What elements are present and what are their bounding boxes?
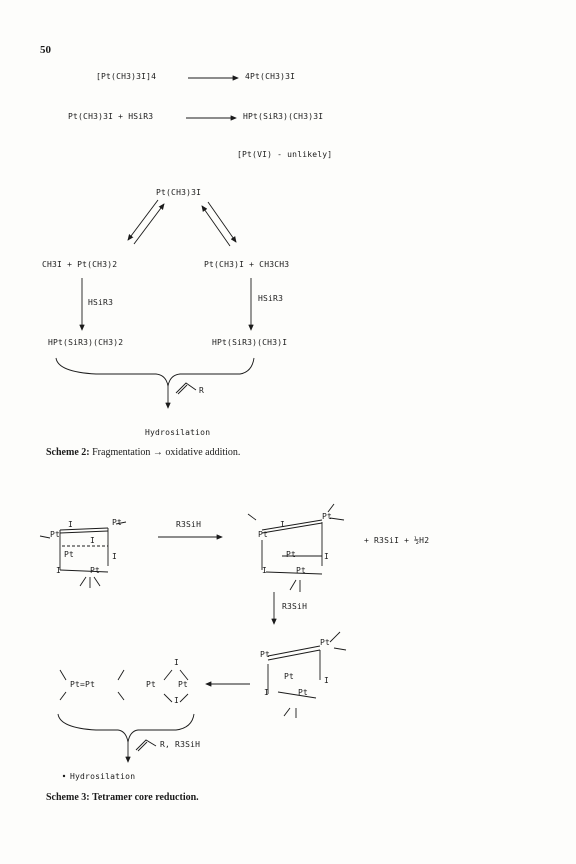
scheme3-caption-text: Tetramer core reduction. xyxy=(92,792,199,803)
atom-label: Pt xyxy=(64,550,75,559)
atom-label: Pt xyxy=(322,512,333,521)
atom-label: Pt xyxy=(286,550,297,559)
scheme2-left-reagent: HSiR3 xyxy=(88,298,114,307)
atom-label: Pt xyxy=(50,530,61,539)
scheme3-reagent-1: R3SiH xyxy=(176,520,202,529)
scheme3-caption xyxy=(46,792,199,803)
atom-label: Pt xyxy=(178,680,189,689)
page-number: 50 xyxy=(40,44,51,56)
atom-label: I xyxy=(324,552,330,561)
atom-label: I xyxy=(174,696,180,705)
scheme2-left-product: HPt(SiR3)(CH3)2 xyxy=(48,338,124,347)
alkene-icon-2 xyxy=(136,740,156,750)
atom-label: I xyxy=(56,566,62,575)
atom-label: Pt xyxy=(90,566,101,575)
equation-1-lhs: [Pt(CH3)3I]4 xyxy=(96,72,157,81)
equilibrium-arrow-left-down xyxy=(128,200,158,240)
atom-label: I xyxy=(112,552,118,561)
atom-label: I xyxy=(324,676,330,685)
scheme2-caption-text: Fragmentation → oxidative addition. xyxy=(92,447,241,458)
atom-label: Pt xyxy=(112,518,123,527)
scheme2-right-pair: Pt(CH3)I + CH3CH3 xyxy=(204,260,290,269)
atom-label: I xyxy=(174,658,180,667)
equation-2-rhs: HPt(SiR3)(CH3)3I xyxy=(243,112,324,121)
equilibrium-arrow-right-up xyxy=(202,206,230,246)
alkene-icon xyxy=(176,383,196,393)
atom-label: Pt xyxy=(284,672,295,681)
scheme2-right-product: HPt(SiR3)(CH3)I xyxy=(212,338,288,347)
atom-label: Pt xyxy=(296,566,307,575)
brace-scheme3 xyxy=(58,714,194,742)
scheme3-caption-label: Scheme 3: xyxy=(46,792,90,803)
equation-2-lhs: Pt(CH3)3I + HSiR3 xyxy=(68,112,154,121)
atom-label: Pt xyxy=(320,638,331,647)
atom-label: I xyxy=(264,688,270,697)
atom-label: I xyxy=(280,520,286,529)
scheme2-caption-label: Scheme 2: xyxy=(46,447,90,458)
atom-label: Pt xyxy=(260,650,271,659)
atom-label: I xyxy=(262,566,268,575)
tetramer-lower-right xyxy=(268,632,346,718)
equilibrium-arrow-left-up xyxy=(134,204,164,244)
atom-label: I xyxy=(68,520,74,529)
scheme3-final-product: Hydrosilation xyxy=(70,772,136,781)
scheme2-final-product: Hydrosilation xyxy=(145,428,211,437)
scheme3-alkene-label: R, R3SiH xyxy=(160,740,201,749)
scheme2-caption xyxy=(46,447,240,458)
brace-scheme2 xyxy=(56,358,254,386)
note-unlikely: [Pt(VI) - unlikely] xyxy=(237,150,333,159)
equation-1-rhs: 4Pt(CH3)3I xyxy=(245,72,296,81)
scheme2-right-reagent: HSiR3 xyxy=(258,294,284,303)
equilibrium-arrow-right-down xyxy=(208,202,236,242)
scheme3-reagent-2: R3SiH xyxy=(282,602,308,611)
scheme2-alkene-label: R xyxy=(199,386,205,395)
atom-label: Pt xyxy=(146,680,157,689)
scheme3-dimer: Pt=Pt xyxy=(70,680,96,689)
atom-label: Pt xyxy=(258,530,269,539)
atom-label: I xyxy=(90,536,96,545)
scheme2-top-species: Pt(CH3)3I xyxy=(156,188,202,197)
atom-label: Pt xyxy=(298,688,309,697)
scheme2-left-pair: CH3I + Pt(CH3)2 xyxy=(42,260,118,269)
scheme3-side-products: + R3SiI + ½H2 xyxy=(364,536,430,545)
